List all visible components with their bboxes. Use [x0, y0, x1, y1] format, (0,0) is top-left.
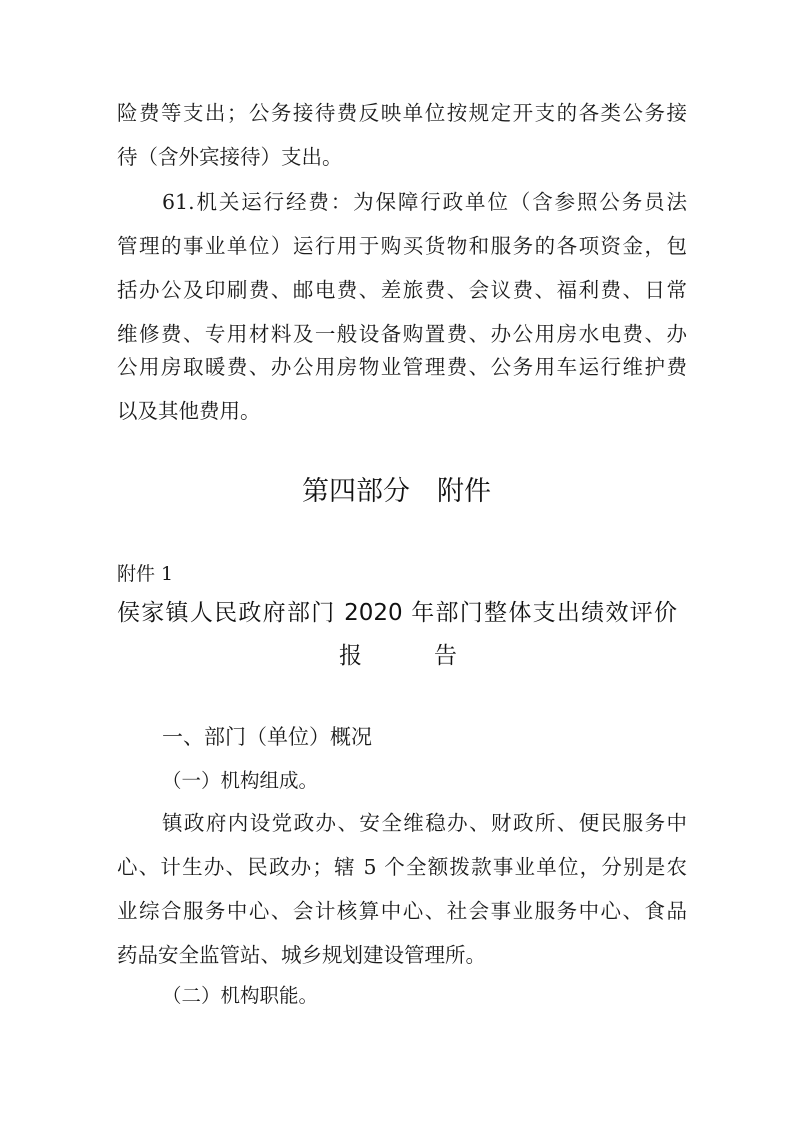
body-line: 以及其他费用。	[117, 399, 261, 423]
body-line: 药品安全监管站、城乡规划建设管理所。	[117, 943, 486, 967]
report-title-line2: 报告	[339, 643, 457, 669]
body-line: 镇政府内设党政办、安全维稳办、财政所、便民服务中	[162, 811, 687, 835]
body-line: 心、计生办、民政办；辖 5 个全额拨款事业单位，分别是农	[117, 855, 687, 879]
subsection-heading: （二）机构职能。	[162, 984, 319, 1007]
body-line: 业综合服务中心、会计核算中心、社会事业服务中心、食品	[117, 899, 687, 923]
body-line: 待（含外宾接待）支出。	[117, 145, 343, 169]
section-heading: 一、部门（单位）概况	[162, 725, 372, 749]
part-title: 第四部分 附件	[302, 476, 491, 507]
body-line: 险费等支出；公务接待费反映单位按规定开支的各类公务接	[117, 101, 687, 125]
body-line: 管理的事业单位）运行用于购买货物和服务的各项资金，包	[117, 234, 687, 258]
subsection-heading: （一）机构组成。	[162, 769, 319, 792]
body-line: 维修费、专用材料及一般设备购置费、办公用房水电费、办	[117, 322, 687, 346]
body-line: 括办公及印刷费、邮电费、差旅费、会议费、福利费、日常	[117, 278, 687, 302]
report-title-line1: 侯家镇人民政府部门 2020 年部门整体支出绩效评价	[117, 600, 677, 626]
body-line: 公用房取暖费、办公用房物业管理费、公务用车运行维护费	[117, 355, 687, 379]
annex-label: 附件 1	[117, 563, 174, 585]
body-line-definition-61: 61.机关运行经费：为保障行政单位（含参照公务员法	[162, 190, 687, 214]
